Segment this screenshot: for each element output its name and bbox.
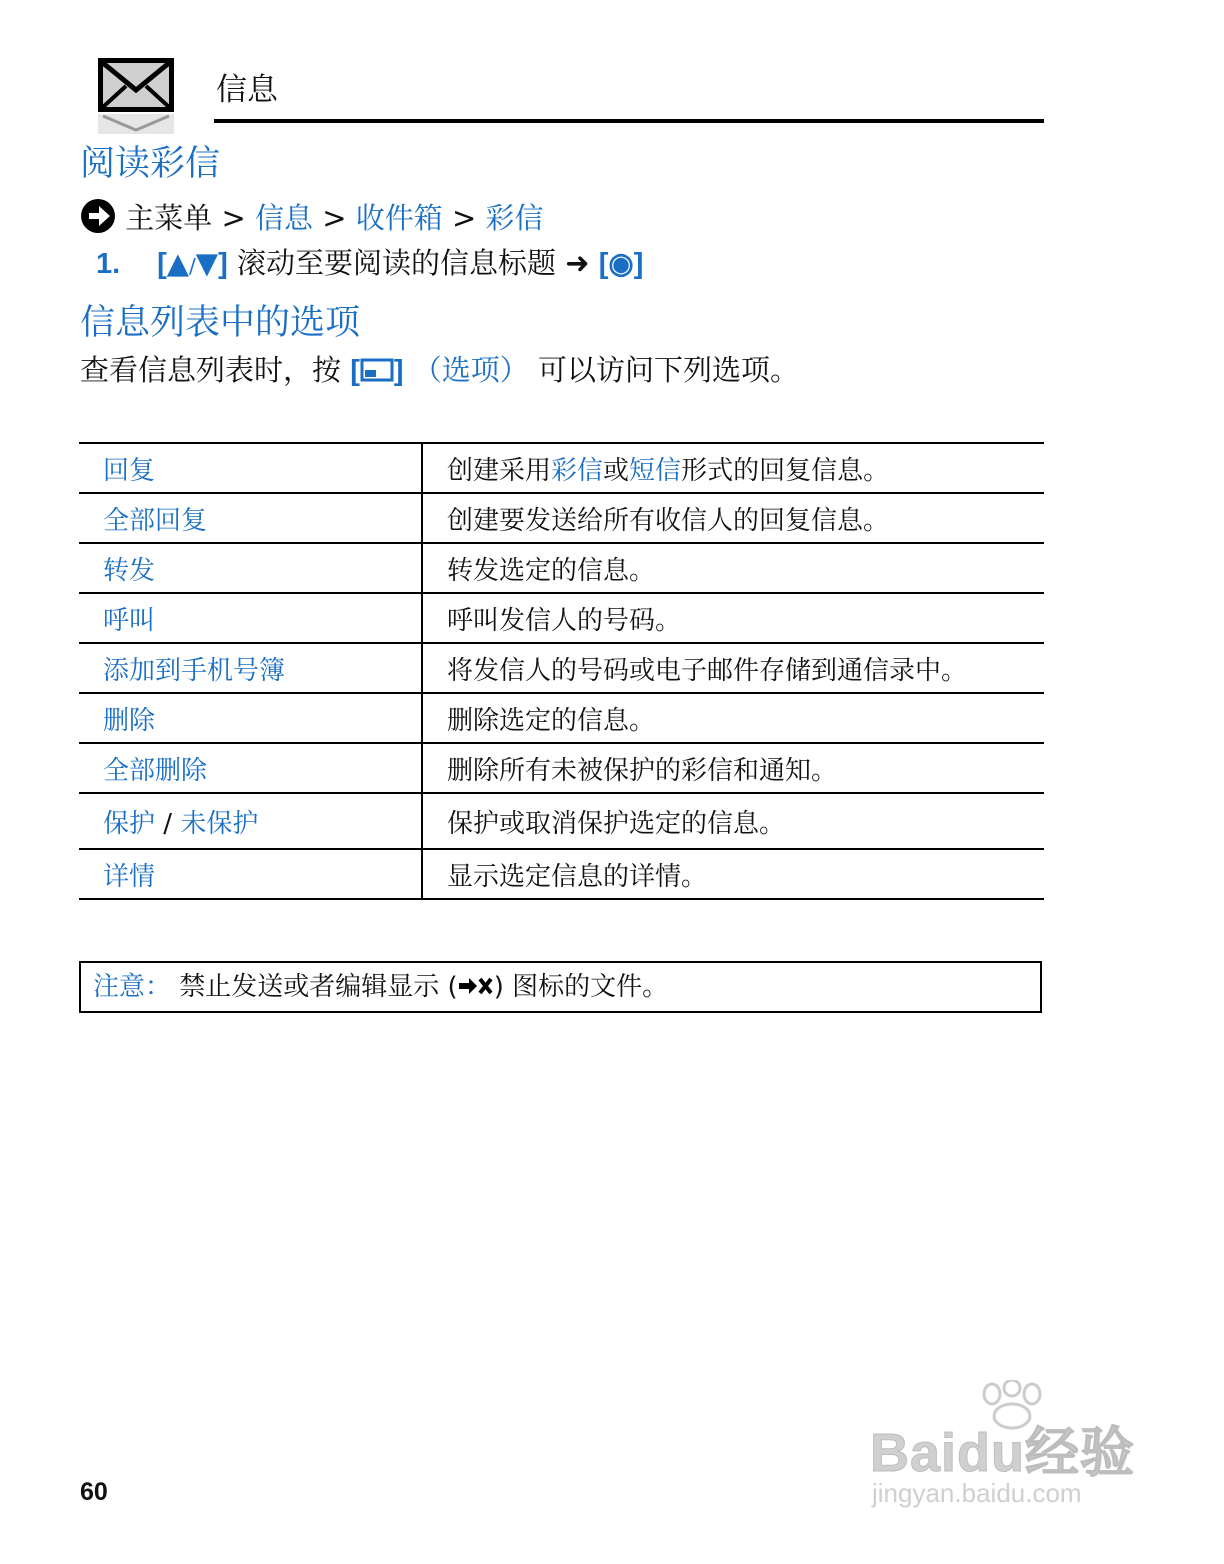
option-name-protect: 保护 xyxy=(103,808,156,839)
option-desc: 删除选定的信息。 xyxy=(447,705,656,736)
menu-path-main: 主菜单 xyxy=(125,201,213,235)
option-name: 全部回复 xyxy=(79,493,422,543)
option-name xyxy=(79,793,422,849)
desc-text: 形式的回复信息。 xyxy=(681,455,890,486)
option-desc xyxy=(422,443,1044,493)
option-desc: 删除所有未被保护的彩信和通知。 xyxy=(447,755,838,786)
note-label: 注意： xyxy=(93,972,172,1002)
option-name: 呼叫 xyxy=(79,593,422,643)
intro-before: 查看信息列表时，按 xyxy=(80,353,342,387)
desc-text: 创建采用 xyxy=(447,455,552,486)
table-row xyxy=(79,543,1044,593)
option-desc: 将发信人的号码或电子邮件存储到通信录中。 xyxy=(447,655,968,686)
arrow-icon: ➜ xyxy=(565,246,590,280)
note-box xyxy=(79,961,1042,1013)
option-name: 全部删除 xyxy=(79,743,422,793)
step-text: 滚动至要阅读的信息标题 xyxy=(237,246,557,280)
options-intro xyxy=(80,350,799,391)
menu-path-inbox: 收件箱 xyxy=(355,201,443,235)
page-number: 60 xyxy=(80,1478,108,1506)
desc-link-sms: 短信 xyxy=(629,455,682,486)
section-title-options: 信息列表中的选项 xyxy=(80,303,361,343)
menu-path-messages: 信息 xyxy=(254,201,313,235)
nav-key-open: [ xyxy=(157,248,167,280)
note-text-after: ) 图标的文件。 xyxy=(493,972,669,1002)
desc-text: 或 xyxy=(603,455,630,486)
softkey-close: ] xyxy=(393,355,404,387)
table-row xyxy=(79,593,1044,643)
option-name-unprotect: 未保护 xyxy=(180,808,259,839)
menu-path-sep: > xyxy=(451,201,477,235)
menu-path-mms: 彩信 xyxy=(485,201,544,235)
up-key-icon: ▲ xyxy=(166,246,190,280)
envelope-icon xyxy=(96,56,176,136)
option-name: 删除 xyxy=(79,693,422,743)
intro-after: 可以访问下列选项。 xyxy=(538,353,800,387)
left-softkey-icon xyxy=(360,357,394,383)
down-key-icon: ▼ xyxy=(195,246,219,280)
table-row xyxy=(79,793,1044,849)
option-name: 详情 xyxy=(79,849,422,899)
option-desc: 保护或取消保护选定的信息。 xyxy=(447,808,786,839)
section-title-read-mms: 阅读彩信 xyxy=(80,144,221,184)
table-row xyxy=(79,743,1044,793)
table-row xyxy=(79,443,1044,493)
softkey-open: [ xyxy=(350,355,360,387)
header-rule xyxy=(214,119,1044,123)
watermark-logo-text: Baidu经验 xyxy=(870,1423,1136,1483)
options-table xyxy=(79,442,1044,900)
intro-option-label: （选项） xyxy=(412,353,529,387)
option-desc: 呼叫发信人的号码。 xyxy=(447,605,682,636)
step-number: 1. xyxy=(96,248,121,280)
menu-path-arrow-icon xyxy=(80,198,116,234)
step-1 xyxy=(96,243,643,286)
table-row xyxy=(79,493,1044,543)
watermark-url: jingyan.baidu.com xyxy=(872,1478,1082,1508)
header-title: 信息 xyxy=(216,72,278,108)
key-slash: / xyxy=(189,254,196,278)
table-row xyxy=(79,849,1044,899)
option-name: 添加到手机号簿 xyxy=(79,643,422,693)
option-name-sep: / xyxy=(155,808,181,839)
option-desc: 显示选定信息的详情。 xyxy=(447,861,708,892)
nav-key-close: ] xyxy=(218,248,228,280)
table-row xyxy=(79,643,1044,693)
menu-path-sep: > xyxy=(322,201,347,235)
menu-path-sep: > xyxy=(221,201,246,235)
option-name: 转发 xyxy=(79,543,422,593)
option-desc: 创建要发送给所有收信人的回复信息。 xyxy=(447,505,890,536)
watermark xyxy=(862,1380,1162,1520)
table-row xyxy=(79,693,1044,743)
forward-locked-icon xyxy=(458,975,494,997)
ok-key-icon: [◉] xyxy=(598,248,644,280)
desc-link-mms: 彩信 xyxy=(551,455,604,486)
menu-path xyxy=(80,198,544,238)
option-name: 回复 xyxy=(79,443,422,493)
option-desc: 转发选定的信息。 xyxy=(447,555,656,586)
note-text-before: 禁止发送或者编辑显示 ( xyxy=(179,972,458,1002)
